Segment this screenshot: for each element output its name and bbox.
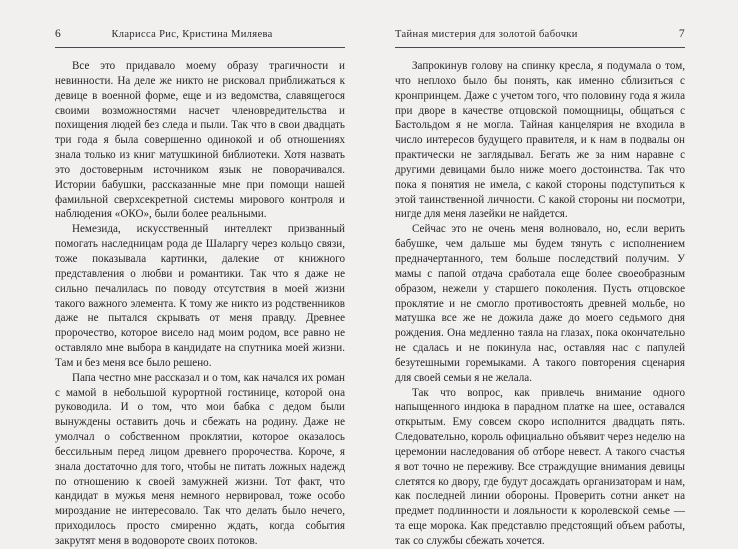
running-head-title-left: Кларисса Рис, Кристина Миляева [111, 29, 273, 40]
paragraph: Все это придавало моему образу трагичности и невинности. На деле же никто не рисковал приближаться к девице в военной форме, еще и из ведомства, славящегося своими возможностями насчет членовредительства и похищения людей без следа и пыли. Так что в свои двадцать три года я была совершенно одинокой и об отношениях знала только из книг матушкиной библиотеки. Хотя назвать это достоверным источником язык не поворачивался. Истории бабушки, рассказанные мне при помощи нашей фамильной сверхсекретной системы мирового контроля и наблюдения «ОКО», были более реальными. [55, 60, 345, 221]
paragraph: Папа честно мне рассказал и о том, как начался их роман с мамой в небольшой курортной гостинице, которой она руководила. И о том, что мои бабка с дедом были вынуждены оставить дочь и сбежать на родину. Даже не умолчал о собственном проклятии, которое оказалось бессильным перед лицом древнего пророчества. Короче, я знала достаточно для того, чтобы не питать ложных надежд по отношению к своей замужней жизни. Тот факт, что кандидат в мужья меня немного нервировал, тоже особо мироздание не интересовало. Так что делать было нечего, приходилось просто смиренно ждать, когда события закрутят меня в водовороте своих потоков. [55, 371, 345, 547]
paragraph: Немезида, искусственный интеллект призванный помогать наследницам рода де Шаларгу через кольцо связи, тоже показывала картинки, далекие от книжного представления о любви и романтики. Так что я даже не сильно печалилась по поводу отсутствия в моей жизни такого важного элемента. К тому же никто из родственников даже не пытался скрывать от меня правду. Древнее пророчество, которое висело над моим родом, все равно не оставляло мне выбора в кандидате на спутника моей жизни. Там и без меня все было решено. [55, 223, 345, 369]
body-text-left [55, 59, 345, 549]
folio-left: 6 [55, 28, 62, 40]
folio-right: 7 [678, 28, 685, 40]
body-text-right [395, 59, 685, 549]
paragraph: Сейчас это не очень меня волновало, но, если верить бабушке, чем дальше мы будем тянуть с исполнением предначертанного, тем больше последствий получим. У мамы с папой отдача сработала еще более своеобразным образом, нежели у старшего поколения. Пусть отцовское проклятие и не смогло противостоять древней мольбе, но матушка все же не дожила даже до моего седьмого дня рождения. Она медленно таяла на глазах, пока окончательно не сдалась и не покинула нас, оставляя нас с папулей безутешными горемыками. А такого повторения сценария для своей семьи я не желала. [395, 223, 685, 384]
running-head-title-right: Тайная мистерия для золотой бабочки [395, 29, 578, 40]
page-right [369, 0, 738, 547]
header-rule-left [55, 47, 345, 48]
page-left [0, 0, 369, 547]
running-head-right [395, 28, 685, 44]
paragraph: Так что вопрос, как привлечь внимание одного напыщенного индюка в парадном платке на шее, оставался открытым. Ему совсем скоро исполнится двадцать пять. Следовательно, король официально объявит через неделю на церемонии наследования об отборе невест. А такого счастья я вот точно не переживу. Все страждущие внимания девицы слетятся ко двору, где будут досаждать организаторам и нам, как последней линии обороны. Проверить сотни анкет на предмет подлинности и лояльности к королевской семье — та еще морока. Как представлю предстоящий объем работы, так со службы сбежать хочется. [395, 386, 685, 547]
header-rule-right [395, 47, 685, 48]
paragraph: Запрокинув голову на спинку кресла, я подумала о том, что неплохо было бы понять, как именно сблизиться с кронпринцем. Даже с учетом того, что половину года я жила при дворе в качестве отцовской помощницы, общаться с Бастольдом я не могла. Тайная канцелярия не входила в число интересов будущего правителя, и к нам в подвалы он практически не заглядывал. Бегать же за ним наравне с другими девицами было ниже моего достоинства. Так что пока я понятия не имела, с какой стороны подступиться к этой таинственной личности. С какой стороны ни посмотри, нигде для меня лазейки не найдется. [395, 60, 685, 221]
running-head-left [55, 28, 345, 44]
